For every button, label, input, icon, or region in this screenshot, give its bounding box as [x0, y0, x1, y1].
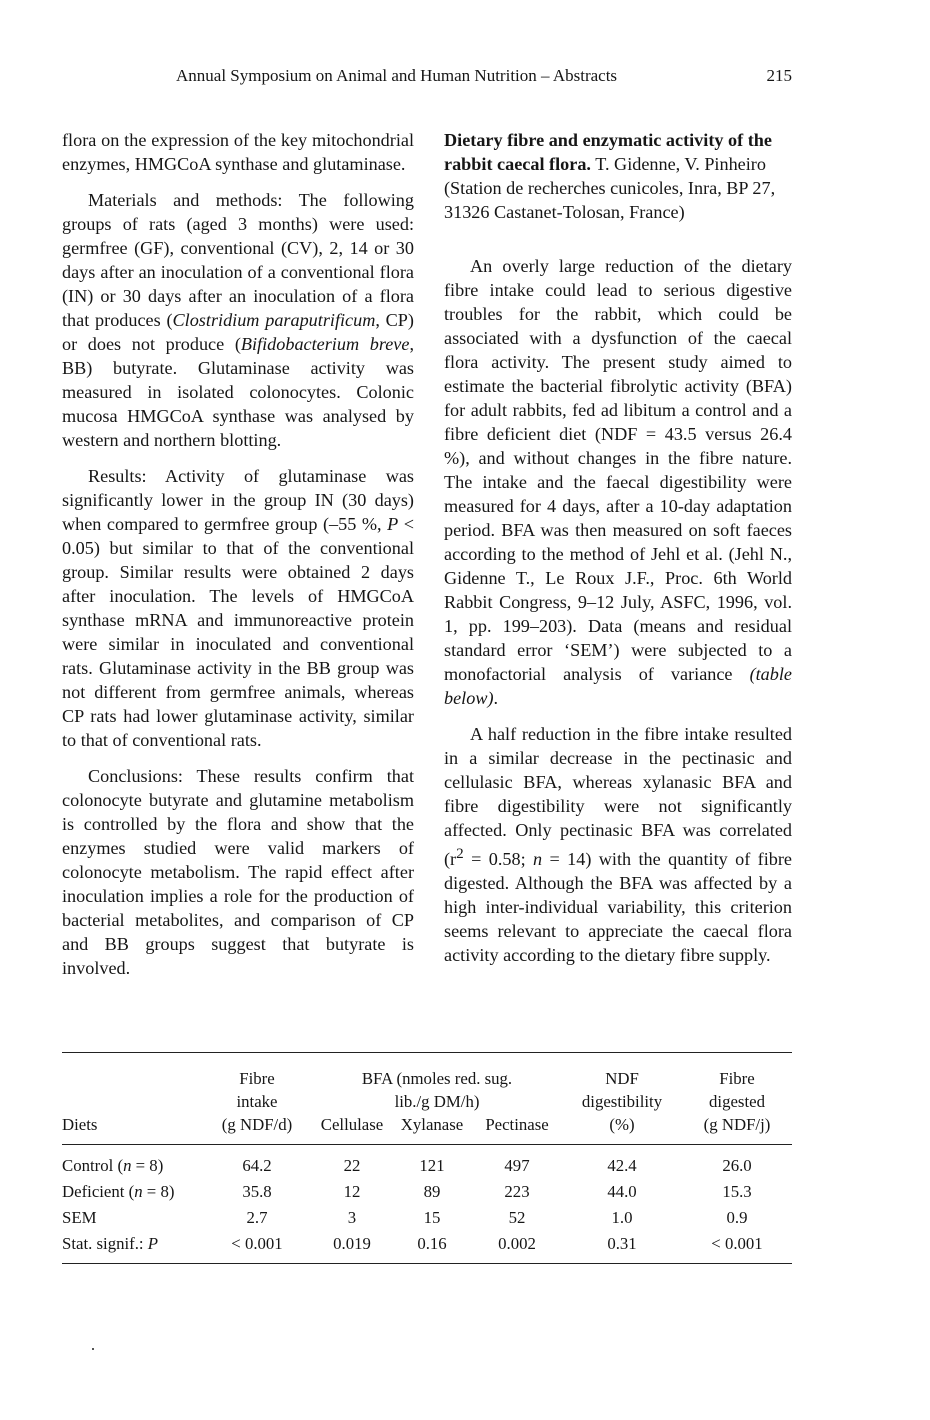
- cell-pectinase: 52: [508, 1208, 526, 1227]
- header-cellulase: Cellulase: [312, 1113, 392, 1145]
- table-row: [62, 1145, 792, 1180]
- row-label: Stat. signif.: P: [62, 1231, 202, 1264]
- cell-ndf: 42.4: [607, 1156, 637, 1175]
- running-title: Annual Symposium on Animal and Human Nutrition – Abstracts: [176, 66, 618, 85]
- header-bfa-2: lib./g DM/h): [394, 1092, 480, 1111]
- row-label: Deficient (n = 8): [62, 1182, 175, 1201]
- cell-xylanase: 15: [423, 1208, 441, 1227]
- left-paragraph-results: [62, 464, 414, 752]
- stray-mark: [92, 1348, 94, 1350]
- cell-pectinase: 223: [504, 1182, 530, 1201]
- header-bfa-1: BFA (nmoles red. sug.: [361, 1069, 513, 1088]
- table-body: [62, 1145, 792, 1264]
- left-paragraph-methods: [62, 188, 414, 452]
- header-fibre-digested-3: (g NDF/j): [682, 1113, 792, 1145]
- header-fibre-digested-2: digested: [709, 1092, 765, 1111]
- cell-ndf: 1.0: [611, 1208, 633, 1227]
- results-table: [62, 1052, 792, 1264]
- methods-text-c: , BB) butyrate. Glutaminase activity was measured in isolated colonocytes. Colonic mucosa HMGCoA synthase was analysed by western and northern blotting.: [62, 334, 414, 450]
- species-name-2: Bifidobacterium breve: [240, 334, 410, 354]
- results-text-b: < 0.05) but similar to that of the conventional group. Similar results were obtained 2 days after inoculation. The levels of HMGCoA synthase mRNA and immunoreactive protein were similar in inoculated and conventional rats. Glutaminase activity in the BB group was not different from germfree animals, whereas CP rats had lower glutaminase activity, similar to that of conventional rats.: [62, 514, 414, 750]
- left-paragraph-conclusions: Conclusions: These results confirm that colonocyte butyrate and glutamine metabolism is controlled by the flora and show that the enzymes studied were valid markers of colonocyte metabolism. The rapid effect after inoculation implies a role for the production of bacterial metabolites, and comparison of CP and BB groups suggest that butyrate is involved.: [62, 766, 414, 978]
- p-symbol: P: [387, 514, 399, 534]
- cell-ndf: 44.0: [607, 1182, 637, 1201]
- results-text-b: = 0.58;: [463, 849, 534, 870]
- header-pectinase: Pectinase: [472, 1113, 562, 1145]
- results-text-a: Results: Activity of glutaminase was significantly lower in the group IN (30 days) when compared to germfree group (–55 %,: [62, 466, 414, 534]
- header-fibre-digested-1: Fibre: [719, 1069, 755, 1088]
- table-row: [62, 1205, 792, 1231]
- header-fibre-intake-2: intake: [236, 1092, 278, 1111]
- cell-xylanase: 89: [423, 1182, 441, 1201]
- superscript: 2: [456, 845, 464, 862]
- cell-xylanase: 0.16: [392, 1231, 472, 1264]
- intro-end: .: [493, 688, 499, 708]
- cell-pectinase: 497: [504, 1156, 530, 1175]
- running-header: [62, 66, 792, 90]
- header-xylanase: Xylanase: [392, 1113, 472, 1145]
- left-paragraph-1: flora on the expression of the key mitochondrial enzymes, HMGCoA synthase and glutaminase.: [62, 130, 414, 174]
- cell-pectinase: 0.002: [472, 1231, 562, 1264]
- header-ndf-3: (%): [562, 1113, 682, 1145]
- cell-cellulase: 3: [347, 1208, 357, 1227]
- methods-text-a: Materials and methods: The following groups of rats (aged 3 months) were used: germfree (GF), conventional (CV), 2, 14 or 30 days after an inoculation of a conventional flora (IN) or 30 days after an inoculation of a flora that produces (: [62, 190, 414, 330]
- left-column: [62, 128, 414, 992]
- right-paragraph-2: [444, 722, 792, 967]
- header-ndf-1: NDF: [605, 1069, 639, 1088]
- cell-cellulase: 12: [343, 1182, 361, 1201]
- cell-xylanase: 121: [419, 1156, 445, 1175]
- right-paragraph-1: [444, 254, 792, 710]
- row-label: Control (n = 8): [62, 1156, 164, 1175]
- n-symbol: n: [533, 849, 543, 870]
- cell-fibre-intake: < 0.001: [202, 1231, 312, 1264]
- header-diets: Diets: [62, 1113, 202, 1145]
- abstract-authors: T. Gidenne, V. Pinheiro (Station de recherches cunicoles, Inra, BP 27, 31326 Castanet-Tolosan, France): [444, 154, 776, 222]
- abstract-heading: [444, 128, 792, 224]
- cell-fibre-digested: 15.3: [722, 1182, 752, 1201]
- table-row: [62, 1231, 792, 1264]
- cell-cellulase: 22: [343, 1156, 361, 1175]
- cell-fibre-digested: 26.0: [722, 1156, 752, 1175]
- header-fibre-intake-1: Fibre: [239, 1069, 275, 1088]
- methods-text-b: , CP) or does not produce (: [62, 310, 414, 354]
- abstract-title: Dietary fibre and enzymatic activity of the rabbit caecal flora.: [444, 130, 772, 174]
- row-label: SEM: [62, 1208, 97, 1227]
- cell-fibre-intake: 64.2: [242, 1156, 272, 1175]
- table-header: [62, 1053, 792, 1145]
- cell-fibre-digested: 0.9: [726, 1208, 748, 1227]
- cell-fibre-intake: 35.8: [242, 1182, 272, 1201]
- right-column: [444, 128, 792, 979]
- cell-fibre-intake: 2.7: [246, 1208, 268, 1227]
- results-text-a: A half reduction in the fibre intake resulted in a similar decrease in the pectinasic and cellulasic BFA, whereas xylanasic BFA and fibre digestibility were not significantly affected. Only pectinasic BFA was correlated (r: [444, 724, 792, 870]
- table-row: [62, 1179, 792, 1205]
- intro-text: An overly large reduction of the dietary fibre intake could lead to serious digestive troubles for the rabbit, which could be associated with a dysfunction of the caecal flora activity. The present study aimed to estimate the bacterial fibrolytic activity (BFA) for adult rabbits, fed ad libitum a control and a fibre deficient diet (NDF = 43.5 versus 26.4 %), and without changes in the fibre nature. The intake and the faecal digestibility were measured for 4 days, after a 10-day adaptation period. BFA was then measured on soft faeces according to the method of Jehl et al. (Jehl N., Gidenne T., Le Roux J.F., Proc. 6th World Rabbit Congress, 9–12 July, ASFC, 1996, vol. 1, pp. 199–203). Data (means and residual standard error ‘SEM’) were subjected to a monofactorial analysis of variance: [444, 256, 792, 684]
- results-text-c: = 14) with the quantity of fibre digested. Although the BFA was affected by a high inter-individual variability, this criterion seems relevant to appreciate the caecal flora activity according to the dietary fibre supply.: [444, 849, 792, 966]
- cell-cellulase: 0.019: [312, 1231, 392, 1264]
- species-name-1: Clostridium paraputrificum: [172, 310, 376, 330]
- header-fibre-intake-3: (g NDF/d): [202, 1113, 312, 1145]
- cell-fibre-digested: < 0.001: [682, 1231, 792, 1264]
- header-ndf-2: digestibility: [581, 1092, 663, 1111]
- table-reference: (table below): [444, 664, 792, 708]
- page-number: 215: [766, 66, 792, 85]
- cell-ndf: 0.31: [562, 1231, 682, 1264]
